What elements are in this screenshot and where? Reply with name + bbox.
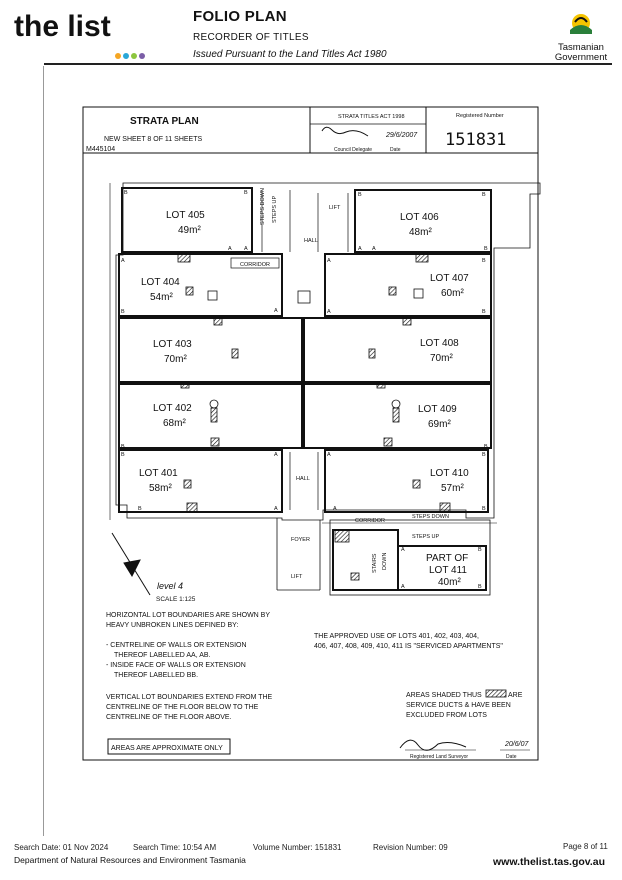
svg-text:A: A — [228, 246, 232, 252]
svg-text:A: A — [274, 506, 278, 512]
svg-text:A: A — [121, 258, 125, 264]
shaded-note-2: SERVICE DUCTS & HAVE BEEN — [406, 702, 511, 709]
gov-line2: Government — [554, 52, 608, 63]
stairs-label: STAIRS — [372, 553, 378, 573]
lot-411-area: 40m² — [438, 577, 461, 588]
svg-text:B: B — [482, 452, 486, 458]
lot-409-area: 69m² — [428, 419, 451, 430]
lot-407-boundary — [325, 254, 491, 316]
svg-text:B: B — [138, 506, 142, 512]
lot-405-area: 49m² — [178, 225, 201, 236]
svg-text:B: B — [244, 190, 248, 196]
hall-label-top: HALL — [304, 238, 318, 244]
lot-405-name: LOT 405 — [166, 210, 205, 221]
revision-number: Revision Number: 09 — [373, 843, 448, 852]
lot-408-area: 70m² — [430, 353, 453, 364]
lot-402-area: 68m² — [163, 418, 186, 429]
surveyor-date: 20/6/07 — [505, 741, 529, 748]
svg-text:B: B — [482, 192, 486, 198]
note-line-6: VERTICAL LOT BOUNDARIES EXTEND FROM THE — [106, 694, 273, 701]
foyer-label: FOYER — [291, 537, 310, 543]
council-delegate-label: Council Delegate — [334, 147, 373, 153]
registered-label: Registered Number — [456, 113, 504, 119]
steps-down-vertical: STEPS DOWN — [260, 188, 266, 225]
land-titles-act: Issued Pursuant to the Land Titles Act 1980 — [193, 49, 387, 60]
svg-text:B: B — [478, 547, 482, 553]
lot-410-name: LOT 410 — [430, 468, 469, 479]
lot-411-line2: LOT 411 — [429, 565, 467, 576]
steps-down-label: STEPS DOWN — [412, 514, 449, 520]
lot-407-area: 60m² — [441, 288, 464, 299]
lot-403-area: 70m² — [164, 354, 187, 365]
note-line-1: HEAVY UNBROKEN LINES DEFINED BY: — [106, 622, 239, 629]
svg-text:A: A — [327, 452, 331, 458]
svg-text:A: A — [358, 246, 362, 252]
lot-410-boundary — [325, 450, 488, 512]
department-name: Department of Natural Resources and Environment Tasmania — [14, 855, 246, 865]
recorder-of-titles: RECORDER OF TITLES — [193, 32, 309, 43]
volume-number: Volume Number: 151831 — [253, 843, 342, 852]
plan-ref: M445104 — [86, 146, 116, 153]
lot-403-boundary — [119, 318, 302, 382]
signed-date: 29/6/2007 — [386, 132, 418, 139]
scale-label: SCALE 1:125 — [156, 596, 196, 603]
svg-text:A: A — [274, 308, 278, 314]
svg-text:B: B — [358, 192, 362, 198]
note-line-8: CENTRELINE OF THE FLOOR ABOVE. — [106, 714, 232, 721]
lot-401-name: LOT 401 — [139, 468, 178, 479]
note-line-3: THEREOF LABELLED AA, AB. — [114, 652, 211, 659]
north-arrow — [112, 533, 150, 595]
note-line-7: CENTRELINE OF THE FLOOR BELOW TO THE — [106, 704, 259, 711]
lift-label-bottom: LIFT — [291, 574, 303, 580]
shaded-note-3: EXCLUDED FROM LOTS — [406, 712, 487, 719]
council-date-label: Date — [390, 147, 401, 153]
svg-text:B: B — [484, 246, 488, 252]
svg-text:B: B — [478, 584, 482, 590]
level-label: level 4 — [157, 581, 184, 591]
svg-text:B: B — [482, 506, 486, 512]
svg-text:A: A — [401, 584, 405, 590]
note-line-5: THEREOF LABELLED BB. — [114, 672, 199, 679]
lot-403-name: LOT 403 — [153, 339, 192, 350]
lot-401-boundary — [119, 450, 282, 512]
svg-text:B: B — [121, 309, 125, 315]
note-line-0: HORIZONTAL LOT BOUNDARIES ARE SHOWN BY — [106, 612, 271, 619]
page-number: Page 8 of 11 — [563, 842, 608, 851]
svg-text:A: A — [244, 246, 248, 252]
registered-number: 151831 — [445, 130, 507, 150]
lot-409-name: LOT 409 — [418, 404, 457, 415]
approx-note: AREAS ARE APPROXIMATE ONLY — [111, 745, 223, 752]
lot-404-area: 54m² — [150, 292, 173, 303]
use-note-1: 406, 407, 408, 409, 410, 411 IS "SERVICED APARTMENTS" — [314, 643, 503, 650]
lot-402-boundary — [119, 384, 302, 448]
corridor-label-bottom: CORRIDOR — [355, 518, 385, 524]
steps-up-vertical: STEPS UP — [272, 195, 278, 223]
stairs-down-label: DOWN — [382, 552, 388, 570]
svg-text:B: B — [121, 452, 125, 458]
surveyor-date-label: Date — [506, 754, 517, 760]
lot-408-boundary — [304, 318, 491, 382]
sheet-number: NEW SHEET 8 OF 11 SHEETS — [104, 136, 203, 143]
lot-406-name: LOT 406 — [400, 212, 439, 223]
svg-text:A: A — [401, 547, 405, 553]
svg-text:A: A — [327, 309, 331, 315]
use-note-0: THE APPROVED USE OF LOTS 401, 402, 403, 404, — [314, 633, 479, 640]
website-link[interactable]: www.thelist.tas.gov.au — [493, 856, 606, 868]
plan-title: STRATA PLAN — [130, 116, 199, 127]
logo-the: the list — [14, 10, 111, 43]
note-line-4: - INSIDE FACE OF WALLS OR EXTENSION — [106, 662, 246, 669]
svg-text:B: B — [124, 190, 128, 196]
search-time: Search Time: 10:54 AM — [133, 843, 217, 852]
svg-text:B: B — [121, 444, 125, 450]
lot-411-line1: PART OF — [426, 553, 469, 564]
svg-text:A: A — [372, 246, 376, 252]
surveyor-label: Registered Land Surveyor — [410, 754, 469, 760]
svg-text:A: A — [274, 452, 278, 458]
lot-408-name: LOT 408 — [420, 338, 459, 349]
svg-text:B: B — [482, 309, 486, 315]
hall-label-bottom: HALL — [296, 476, 310, 482]
search-date: Search Date: 01 Nov 2024 — [14, 843, 109, 852]
lot-401-area: 58m² — [149, 483, 172, 494]
legend-hatch — [486, 690, 506, 697]
shaded-note-1: ARE — [508, 692, 523, 699]
note-line-2: - CENTRELINE OF WALLS OR EXTENSION — [106, 642, 247, 649]
svg-text:B: B — [484, 444, 488, 450]
lot-404-name: LOT 404 — [141, 277, 180, 288]
lot-402-name: LOT 402 — [153, 403, 192, 414]
folio-plan-title: FOLIO PLAN — [193, 8, 287, 25]
lot-407-name: LOT 407 — [430, 273, 469, 284]
steps-up-label: STEPS UP — [412, 534, 440, 540]
svg-text:B: B — [482, 258, 486, 264]
lift-label-top: LIFT — [329, 205, 341, 211]
act-label: STRATA TITLES ACT 1998 — [338, 114, 405, 120]
svg-text:B: B — [484, 381, 488, 387]
gov-line1: Tasmanian — [558, 42, 604, 53]
shaded-note-0: AREAS SHADED THUS — [406, 692, 482, 699]
lot-406-area: 48m² — [409, 227, 432, 238]
corridor-label-top: CORRIDOR — [240, 262, 270, 268]
svg-text:B: B — [121, 381, 125, 387]
svg-text:A: A — [327, 258, 331, 264]
lot-410-area: 57m² — [441, 483, 464, 494]
svg-text:A: A — [333, 506, 337, 512]
